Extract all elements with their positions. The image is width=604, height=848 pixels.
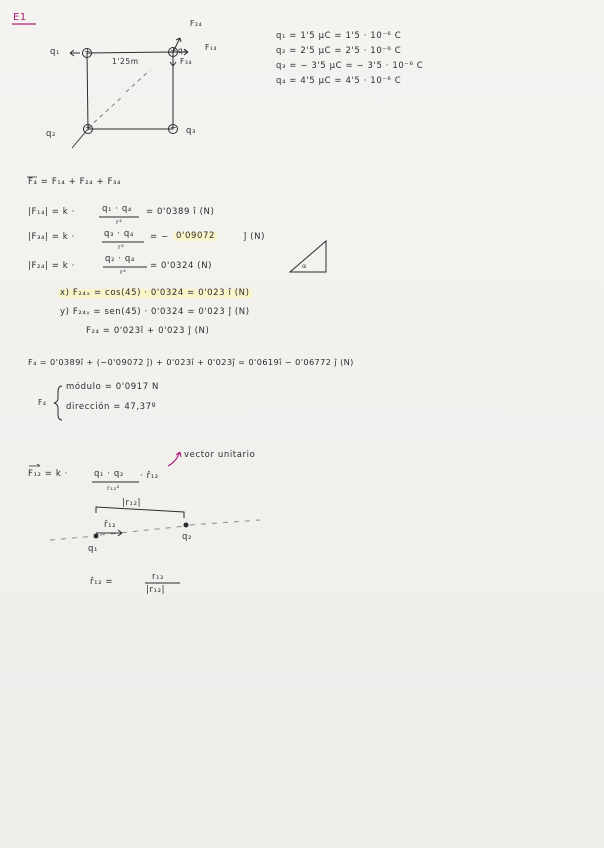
label-r12-mag: |r₁₂| — [122, 498, 142, 508]
brace-f4 — [54, 386, 62, 420]
label-q1: q₁ — [50, 47, 61, 57]
label-f34: F₃₄ — [180, 57, 193, 66]
arrow-f-q1 — [70, 50, 80, 56]
problem-number: E1 — [13, 12, 27, 23]
eq-f12-lhs: F₁₂ = k · — [28, 469, 68, 479]
eq-comp-x: x) F₂₄ₓ = cos(45) · 0'0324 = 0'023 î (N) — [60, 288, 250, 298]
eq-f12-num: q₁ · q₂ — [94, 469, 124, 479]
charge-line-3: q₃ = − 3'5 μC = − 3'5 · 10⁻⁶ C — [276, 61, 424, 71]
eq-f14-num: q₁ · q₄ — [102, 204, 132, 214]
charge-line-4: q₄ = 4'5 μC = 4'5 · 10⁻⁶ C — [276, 76, 402, 86]
sign-q3: − — [170, 123, 178, 132]
triangle-sketch — [290, 241, 326, 272]
eq-direccion: dirección = 47,37º — [66, 402, 157, 412]
eq-f34-rhs-c: ĵ (N) — [244, 232, 266, 242]
annotation-arrow — [168, 452, 181, 466]
eq-modulo: módulo = 0'0917 N — [66, 382, 159, 392]
eq-f34-lhs: |F₃₄| = k · — [28, 232, 75, 242]
eq-r12-def-lhs: r̂₁₂ = — [90, 577, 114, 587]
eq-f14-lhs: |F₁₄| = k · — [28, 207, 75, 217]
label-f24: F₂₄ — [190, 19, 203, 28]
eq-f14-rhs: = 0'0389 î (N) — [146, 207, 215, 217]
label-q3: q₃ — [186, 126, 197, 136]
r12-vector-arrow — [96, 530, 122, 536]
eq-f34-rhs-highlight: 0'09072 — [176, 231, 215, 241]
eq-comp-sum: F₂₄ = 0'023î + 0'023 ĵ (N) — [86, 326, 210, 336]
eq-f24-rhs: = 0'0324 (N) — [150, 261, 213, 271]
eq-f12-den: r₁₂² — [107, 484, 120, 492]
q1-dot — [94, 534, 99, 539]
eq-total: F₄ = 0'0389î + (−0'09072 ĵ) + 0'023î + 0'023ĵ = 0'0619î − 0'06772 ĵ (N) — [28, 357, 354, 367]
r12-dashed-line — [50, 520, 260, 540]
label-q4: q₄ — [178, 46, 187, 55]
charge-line-1: q₁ = 1'5 μC = 1'5 · 10⁻⁶ C — [276, 31, 402, 41]
eq-force-sum: F₄ = F₁₄ + F₂₄ + F₃₄ — [28, 177, 121, 187]
diagonal-guide — [88, 70, 150, 128]
eq-f34-rhs-a: = − — [150, 232, 169, 242]
eq-comp-y: y) F₂₄ᵧ = sen(45) · 0'0324 = 0'023 ĵ (N) — [60, 307, 250, 317]
annotation-vector-unitario: vector unitario — [184, 450, 256, 460]
eq-f34-den: r² — [118, 243, 125, 251]
label-q2: q₂ — [46, 129, 57, 139]
r12-mag-bracket — [96, 507, 184, 518]
eq-f14-den: r² — [116, 218, 123, 226]
label-f4: F₄ — [38, 398, 47, 407]
label-f14: F₁₄ — [205, 43, 218, 52]
sign-q4: + — [170, 46, 178, 55]
over-arrow-f12 — [29, 464, 40, 466]
label-r12-vec: r̂₁₂ — [104, 520, 117, 530]
sign-q1: + — [84, 47, 92, 56]
eq-r12-def-den: |r₁₂| — [146, 585, 166, 595]
label-side: 1'25m — [112, 57, 139, 66]
eq-f24-num: q₂ · q₄ — [105, 254, 135, 264]
label-unit-q2: q₂ — [182, 532, 193, 542]
eq-f12-r: · r̂₁₂ — [140, 471, 159, 481]
q2-dot — [184, 523, 189, 528]
triangle-angle: α — [302, 262, 307, 270]
sign-q2: + — [85, 123, 93, 132]
label-unit-q1: q₁ — [88, 544, 99, 554]
eq-r12-def-num: r₁₂ — [152, 572, 165, 582]
charge-line-2: q₂ = 2'5 μC = 2'5 · 10⁻⁶ C — [276, 46, 402, 56]
eq-f24-lhs: |F₂₄| = k · — [28, 261, 75, 271]
eq-f24-den: r² — [120, 268, 127, 276]
eq-f34-num: q₃ · q₄ — [104, 229, 134, 239]
